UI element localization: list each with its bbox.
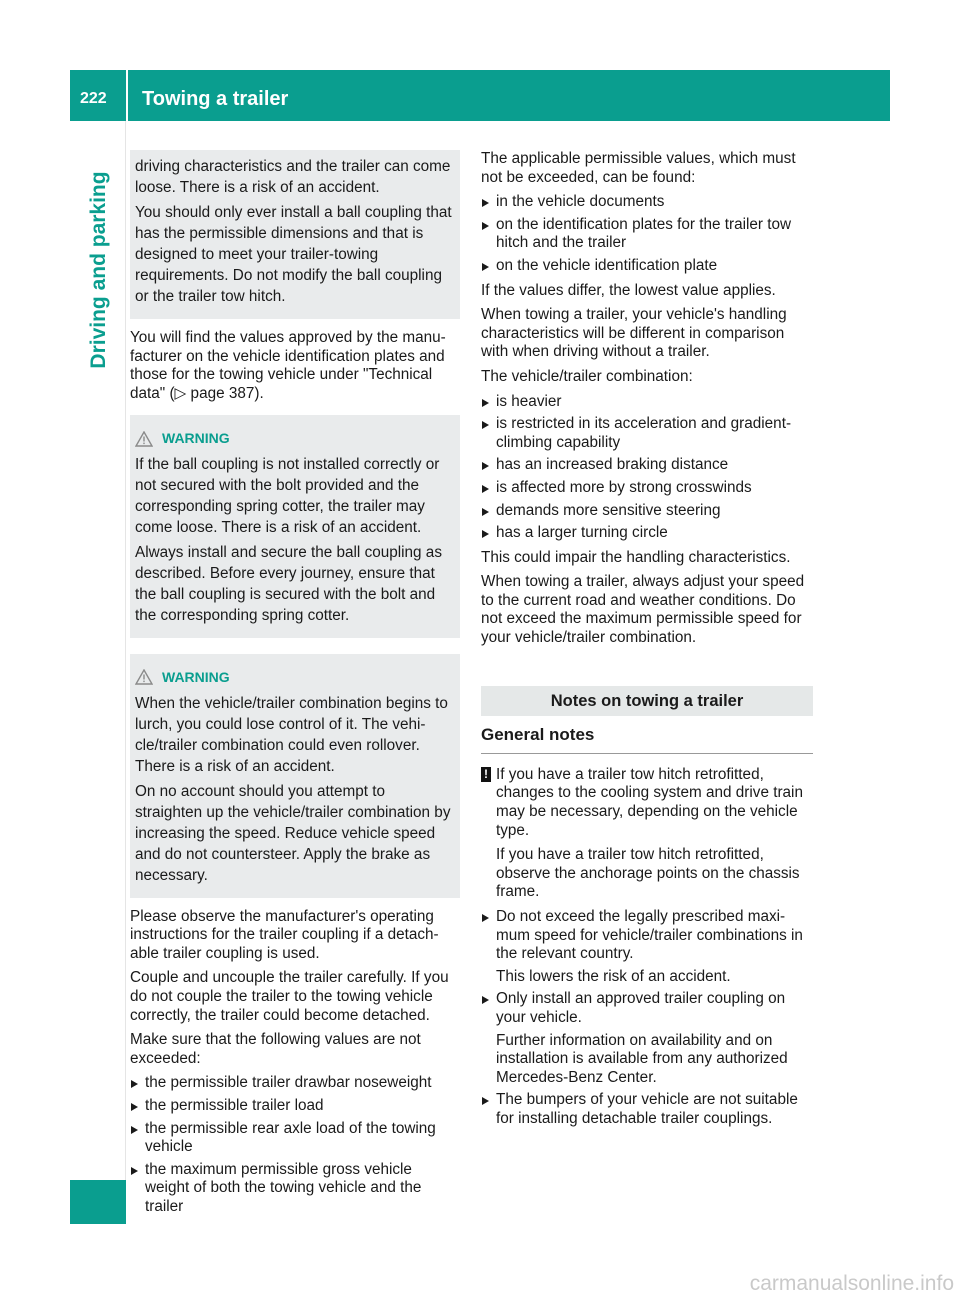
section-title: Notes on towing a trailer xyxy=(481,686,813,717)
paragraph: If the values differ, the lowest value applies. xyxy=(481,281,776,299)
list-item-subtext: This lowers the risk of an accident. xyxy=(496,967,731,985)
bullet-list xyxy=(481,193,813,275)
chapter-marker xyxy=(70,1180,126,1224)
bullet-list xyxy=(481,393,813,543)
warning-heading xyxy=(135,668,452,687)
warning-label: WARNING xyxy=(162,668,230,685)
list-item-text: The bumpers of your vehicle are not suitable for installing detachable trailer couplings. xyxy=(496,1091,798,1127)
paragraph: When towing a trailer, always adjust your speed to the current road and weather conditions. Do not exceed the maximum permissible speed for your vehicle/trailer combination. xyxy=(481,573,805,647)
list-item: is affected more by strong crosswinds xyxy=(481,479,813,498)
paragraph: You will find the values approved by the manu-facturer on the vehicle identification plates and those for the towing vehicle under "Technical data" (▷ page 387). xyxy=(130,329,446,402)
right-column xyxy=(481,150,813,1135)
list-item xyxy=(481,1091,813,1128)
paragraph: The applicable permissible values, which must not be exceeded, can be found: xyxy=(481,150,796,186)
warning-continuation-box xyxy=(130,150,460,319)
note-block xyxy=(481,766,813,902)
list-item: is heavier xyxy=(481,393,813,412)
exclamation-icon: ! xyxy=(481,767,491,782)
list-item: has a larger turning circle xyxy=(481,524,813,543)
list-item xyxy=(481,908,813,986)
list-item: the maximum permissible gross vehicle weight of both the towing vehicle and the trailer xyxy=(130,1161,460,1217)
warning-box xyxy=(130,415,460,638)
paragraph: Couple and uncouple the trailer carefully. If you do not couple the trailer to the towing vehicle correctly, the trailer could become detached. xyxy=(130,969,449,1024)
paragraph: When the vehicle/trailer combination begins to lurch, you could lose control of it. The vehi-cle/trailer combination could even rollover. There is a risk of an accident. xyxy=(135,694,448,775)
warning-label: WARNING xyxy=(162,430,230,447)
left-column xyxy=(130,150,460,1222)
paragraph: Make sure that the following values are not exceeded: xyxy=(130,1031,421,1067)
paragraph: This could impair the handling characteristics. xyxy=(481,548,791,566)
warning-box xyxy=(130,654,460,898)
paragraph: If the ball coupling is not installed correctly or not secured with the bolt provided and the corresponding spring cotter, the trailer may come loose. There is a risk of an accident. xyxy=(135,455,440,536)
paragraph: driving characteristics and the trailer can come loose. There is a risk of an accident. xyxy=(135,158,451,196)
paragraph: On no account should you attempt to straighten up the vehicle/trailer combination by increasing the speed. Reduce vehicle speed and do not countersteer. Apply the brake as necessary. xyxy=(135,782,451,884)
list-item: the permissible rear axle load of the towing vehicle xyxy=(130,1120,460,1157)
list-item-text: Only install an approved trailer coupling on your vehicle. xyxy=(496,990,786,1026)
paragraph: Please observe the manufacturer's operating instructions for the trailer coupling if a detach-able trailer coupling is used. xyxy=(130,907,439,962)
header-divider xyxy=(126,70,128,121)
list-item: is restricted in its acceleration and gradient-climbing capability xyxy=(481,415,813,452)
list-item: on the vehicle identification plate xyxy=(481,257,813,276)
page-number: 222 xyxy=(80,90,107,107)
side-rule xyxy=(125,121,126,1224)
list-item-text: Do not exceed the legally prescribed maxi-mum speed for vehicle/trailer combinations in the relevant country. xyxy=(496,908,803,963)
bullet-list xyxy=(481,908,813,1129)
watermark: carmanualsonline.info xyxy=(749,1272,954,1295)
list-item: on the identification plates for the trailer tow hitch and the trailer xyxy=(481,216,813,253)
paragraph: If you have a trailer tow hitch retrofitted, observe the anchorage points on the chassis frame. xyxy=(496,846,800,901)
warning-heading xyxy=(135,429,452,448)
list-item: the permissible trailer load xyxy=(130,1097,460,1116)
list-item-subtext: Further information on availability and on installation is available from any authorized Mercedes-Benz Center. xyxy=(496,1031,788,1086)
list-item: the permissible trailer drawbar noseweight xyxy=(130,1074,460,1093)
list-item xyxy=(481,990,813,1087)
paragraph: When towing a trailer, your vehicle's handling characteristics will be different in comparison with when driving without a trailer. xyxy=(481,306,787,361)
header-bar xyxy=(70,70,890,121)
paragraph: You should only ever install a ball coupling that has the permissible dimensions and that is designed to meet your trailer-towing requirements. Do not modify the ball coupling or the trailer tow hitch. xyxy=(135,204,452,305)
paragraph: Always install and secure the ball coupling as described. Before every journey, ensure that the ball coupling is secured with the bolt and the corresponding spring cotter. xyxy=(135,543,442,624)
paragraph: If you have a trailer tow hitch retrofitted, changes to the cooling system and drive train may be necessary, depending on the vehicle type. xyxy=(496,765,803,839)
bullet-list xyxy=(130,1074,460,1216)
warning-triangle-icon xyxy=(135,669,153,685)
chapter-label: Driving and parking xyxy=(87,171,110,369)
list-item: has an increased braking distance xyxy=(481,456,813,475)
list-item: in the vehicle documents xyxy=(481,193,813,212)
list-item: demands more sensitive steering xyxy=(481,502,813,521)
page-title: Towing a trailer xyxy=(142,88,289,110)
paragraph: The vehicle/trailer combination: xyxy=(481,367,693,385)
warning-triangle-icon xyxy=(135,431,153,447)
subsection-title: General notes xyxy=(481,726,813,754)
